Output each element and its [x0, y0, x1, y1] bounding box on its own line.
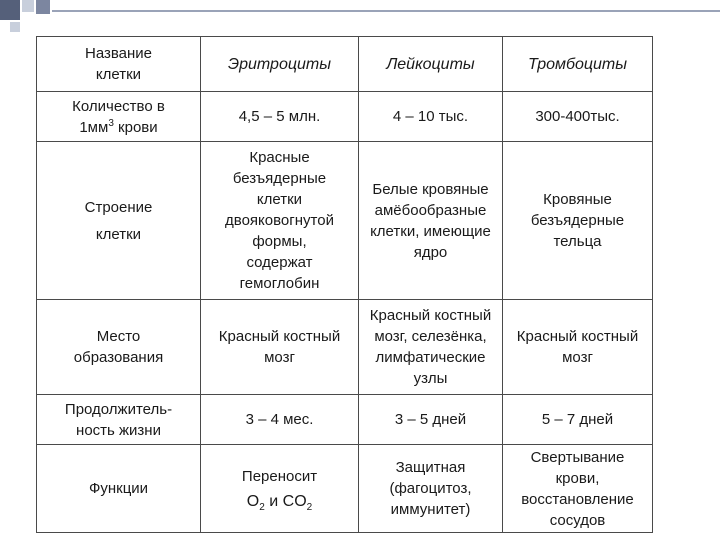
- cell-line: узлы: [413, 370, 448, 387]
- label-line: Строение: [84, 198, 153, 216]
- structure-leukocytes: [359, 142, 503, 300]
- functions-leukocytes: [359, 445, 503, 533]
- label-line: образования: [73, 349, 164, 366]
- row-structure: [37, 142, 653, 300]
- header-leukocytes: Лейкоциты: [359, 37, 503, 92]
- decoration-square: [0, 0, 20, 20]
- row-label-structure: [37, 142, 201, 300]
- structure-thrombocytes: [503, 142, 653, 300]
- header-row: [37, 37, 653, 92]
- blood-cells-table: [36, 36, 653, 533]
- origin-thrombocytes: [503, 300, 653, 395]
- lifespan-erythrocytes: 3 – 4 мес.: [201, 395, 359, 445]
- label-line: клетки: [95, 225, 142, 243]
- row-label-lifespan: [37, 395, 201, 445]
- decoration-square: [36, 0, 50, 14]
- label-part: крови: [113, 118, 158, 136]
- gases-formula: [204, 491, 355, 512]
- label-line: [40, 117, 197, 138]
- superscript: 3: [108, 117, 114, 129]
- functions-thrombocytes: [503, 445, 653, 533]
- functions-erythrocytes: [201, 445, 359, 533]
- blood-cells-table-container: [36, 36, 653, 533]
- header-erythrocytes: Эритроциты: [201, 37, 359, 92]
- cell-line: клетки, имеющие: [370, 222, 491, 240]
- carbon-dioxide-symbol: CO: [282, 492, 307, 510]
- decoration-square: [10, 22, 20, 32]
- count-erythrocytes: 4,5 – 5 млн.: [201, 92, 359, 142]
- cell-line: восстановление: [521, 490, 634, 508]
- row-label-origin: [37, 300, 201, 395]
- cell-line: формы,: [252, 233, 307, 250]
- cell-line: Красный костный: [369, 307, 492, 324]
- cell-line: Свертывание: [530, 448, 625, 466]
- lifespan-leukocytes: 3 – 5 дней: [359, 395, 503, 445]
- row-label-count: [37, 92, 201, 142]
- row-lifespan: [37, 395, 653, 445]
- label-line: Продолжитель-: [64, 400, 173, 418]
- header-cell-name: [37, 37, 201, 92]
- cell-line: клетки: [256, 191, 303, 208]
- conjunction: и: [264, 492, 283, 510]
- cell-line: ядро: [413, 243, 448, 261]
- cell-line: Красный костный: [516, 328, 639, 345]
- origin-leukocytes: [359, 300, 503, 395]
- header-name-line: Название: [84, 45, 153, 62]
- cell-line: амёбообразные: [374, 201, 487, 219]
- row-origin: [37, 300, 653, 395]
- origin-erythrocytes: [201, 300, 359, 395]
- row-count: [37, 92, 653, 142]
- label-line: Место: [96, 328, 141, 345]
- cell-line: безъядерные: [232, 170, 327, 187]
- subscript: 2: [306, 501, 313, 513]
- cell-line: гемоглобин: [239, 275, 320, 292]
- cell-line: Красный костный: [218, 328, 341, 345]
- lifespan-thrombocytes: 5 – 7 дней: [503, 395, 653, 445]
- cell-line: мозг: [264, 349, 295, 366]
- row-functions: [37, 445, 653, 533]
- cell-line: Защитная: [395, 459, 466, 476]
- subscript: 2: [259, 501, 265, 513]
- cell-line: мозг: [562, 349, 593, 366]
- cell-line: (фагоцитоз,: [389, 480, 472, 497]
- cell-line: Белые кровяные: [372, 180, 489, 198]
- oxygen-symbol: O: [246, 492, 260, 510]
- cell-line: лимфатические: [375, 349, 486, 366]
- header-name-line: клетки: [95, 66, 142, 83]
- slide-decoration: [0, 0, 720, 20]
- cell-line: Красные: [249, 149, 310, 166]
- count-leukocytes: 4 – 10 тыс.: [359, 92, 503, 142]
- count-thrombocytes: 300-400тыс.: [503, 92, 653, 142]
- header-thrombocytes: Тромбоциты: [503, 37, 653, 92]
- cell-line: Кровяные: [543, 191, 612, 208]
- decoration-line: [52, 10, 720, 12]
- structure-erythrocytes: [201, 142, 359, 300]
- function-line: Переносит: [241, 467, 318, 485]
- decoration-square: [22, 0, 34, 12]
- cell-line: тельца: [553, 233, 602, 250]
- label-part: 1мм: [79, 118, 109, 136]
- label-line: Количество в: [72, 97, 165, 115]
- cell-line: содержат: [246, 254, 313, 271]
- row-label-functions: Функции: [37, 445, 201, 533]
- cell-line: крови,: [555, 469, 600, 487]
- cell-line: иммунитет): [390, 501, 471, 518]
- cell-line: сосудов: [549, 511, 606, 529]
- cell-line: мозг, селезёнка,: [374, 328, 487, 345]
- cell-line: двояковогнутой: [225, 212, 334, 229]
- label-line: ность жизни: [76, 421, 161, 439]
- cell-line: безъядерные: [530, 212, 625, 229]
